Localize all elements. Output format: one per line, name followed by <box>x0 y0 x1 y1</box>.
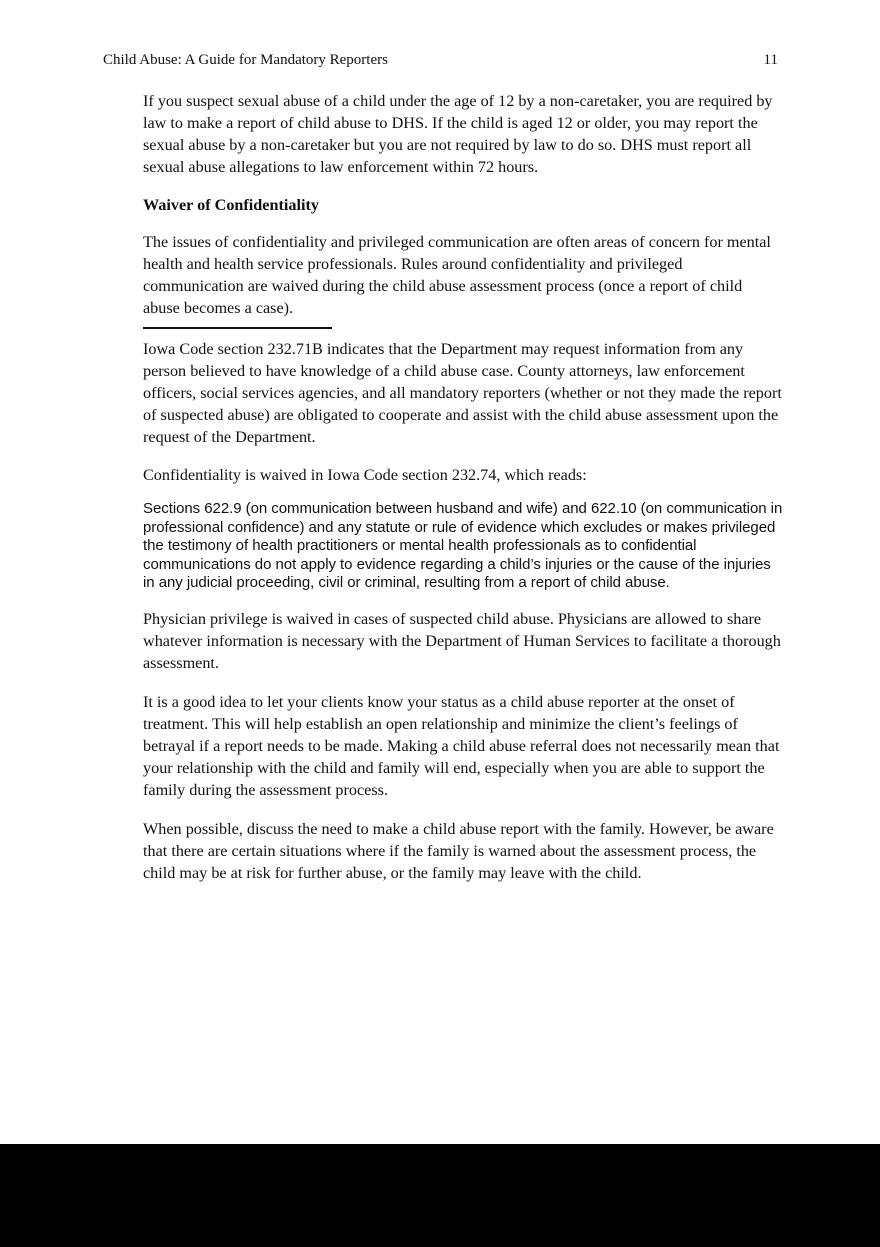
running-header <box>103 51 778 69</box>
page-number: 11 <box>763 52 778 68</box>
bottom-black-band <box>0 1144 880 1247</box>
family-discussion-paragraph: When possible, discuss the need to make a child abuse report with the family. However, be aware that there are certain situations where if the family is warned about the assessment process, the child may be at risk for further abuse, or the family may leave with the child. <box>143 819 774 882</box>
section-heading: Waiver of Confidentiality <box>143 196 319 214</box>
waiver-intro-paragraph: Confidentiality is waived in Iowa Code section 232.74, which reads: <box>143 466 587 484</box>
page-body <box>143 90 783 884</box>
client-status-paragraph: It is a good idea to let your clients know your status as a child abuse reporter at the onset of treatment. This will help establish an open relationship and minimize the client’s feelings of betrayal if a report needs to be made. Making a child abuse referral does not necessarily mean that your relationship with the child and family will end, especially when you are able to support the family during the assessment process. <box>143 692 780 799</box>
code-quote: Sections 622.9 (on communication between husband and wife) and 622.10 (on communication in professional confidence) and any statute or rule of evidence which excludes or makes privileged the testimony of health practitioners or mental health professionals as to confidential communications do not apply to evidence regarding a child’s injuries or the cause of the injuries in any judicial proceeding, civil or criminal, resulting from a report of child abuse. <box>143 500 783 591</box>
footnote-divider <box>143 327 332 329</box>
iowa-code-paragraph: Iowa Code section 232.71B indicates that the Department may request information from any person believed to have knowledge of a child abuse case. County attorneys, law enforcement officers, social services agencies, and all mandatory reporters (whether or not they made the report of suspected abuse) are obligated to cooperate and assist with the child abuse assessment upon the request of the Department. <box>143 340 782 446</box>
document-title: Child Abuse: A Guide for Mandatory Reporters <box>103 52 388 68</box>
intro-paragraph: If you suspect sexual abuse of a child under the age of 12 by a non-caretaker, you are required by law to make a report of child abuse to DHS. If the child is aged 12 or older, you may report the sexual abuse by a non-caretaker but you are not required by law to do so. DHS must report all sexual abuse allegations to law enforcement within 72 hours. <box>143 92 773 176</box>
physician-privilege-paragraph: Physician privilege is waived in cases of suspected child abuse. Physicians are allowed to share whatever information is necessary with the Department of Human Services to facilitate a thorough assessment. <box>143 609 781 672</box>
confidentiality-paragraph: The issues of confidentiality and privileged communication are often areas of concern for mental health and health service professionals. Rules around confidentiality and privileged communication are waived during the child abuse assessment process (once a report of child abuse becomes a case). <box>143 233 771 317</box>
